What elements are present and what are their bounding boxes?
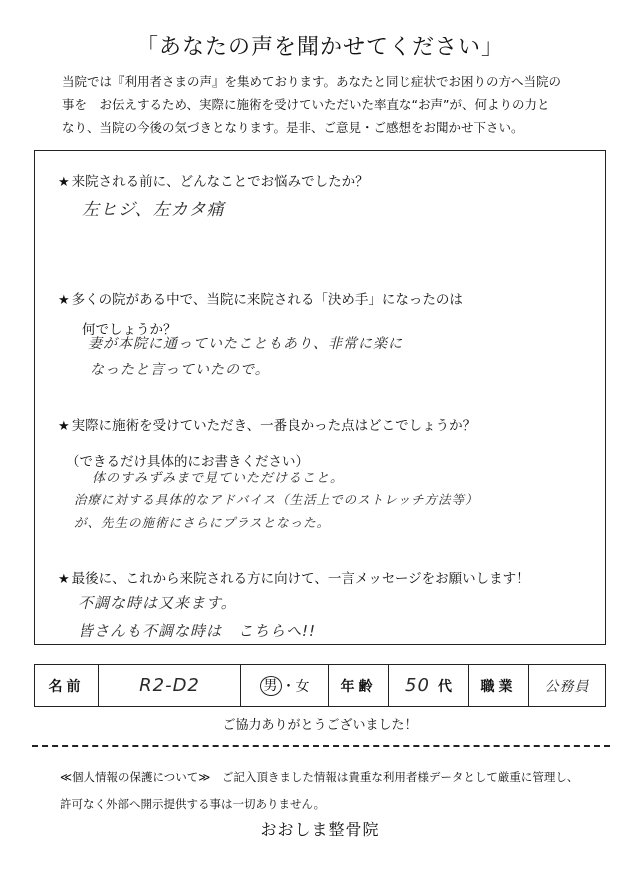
answer-1-line: 左ヒジ、左カタ痛 bbox=[82, 200, 225, 220]
name-value: R2-D2 bbox=[139, 675, 200, 696]
answer-3-line: 体のすみずみまで見ていただけること。 bbox=[92, 471, 345, 486]
star-icon: ★ bbox=[58, 572, 70, 587]
dashed-divider bbox=[32, 745, 610, 747]
privacy-notice bbox=[60, 764, 600, 818]
gender-male-selected: 男 bbox=[260, 676, 282, 696]
gender-separator: ・ bbox=[281, 678, 296, 695]
age-value: 50 bbox=[405, 675, 430, 696]
job-value: 公務員 bbox=[544, 678, 590, 695]
intro-line: 事を お伝えするため、実際に施術を受けていただいた率直な“お声”が、何よりの力と bbox=[62, 97, 550, 112]
star-icon: ★ bbox=[58, 293, 70, 308]
respondent-info-row bbox=[34, 664, 606, 707]
answer-2-line: 妻が本院に通っていたこともあり、非常に楽に bbox=[88, 336, 403, 352]
question-3-sub: （できるだけ具体的にお書きください） bbox=[66, 454, 309, 470]
job-label: 職業 bbox=[469, 665, 529, 706]
survey-title: 「あなたの声を聞かせてください」 bbox=[135, 35, 504, 60]
gender-cell bbox=[241, 665, 329, 706]
question-3 bbox=[58, 414, 476, 434]
answer-3-line: 治療に対する具体的なアドバイス（生活上でのストレッチ方法等） bbox=[74, 492, 479, 507]
name-label: 名前 bbox=[35, 665, 99, 706]
privacy-line: 許可なく外部へ開示提供する事は一切ありません。 bbox=[60, 797, 326, 811]
intro-line: なり、当院の今後の気づきとなります。是非、ご意見・ご感想をお聞かせ下さい。 bbox=[62, 120, 524, 135]
question-1-text: 来院される前に、どんなことでお悩みでしたか？ bbox=[71, 174, 369, 190]
intro-text bbox=[62, 70, 582, 139]
star-icon: ★ bbox=[58, 175, 70, 190]
name-value-cell bbox=[99, 665, 241, 706]
age-suffix: 代 bbox=[437, 678, 452, 695]
question-2-text: 多くの院がある中で、当院に来院される「決め手」になったのは bbox=[71, 292, 463, 308]
intro-line: 当院では『利用者さまの声』を集めております。あなたと同じ症状でお困りの方へ当院の bbox=[62, 74, 562, 89]
question-2 bbox=[58, 288, 463, 308]
answer-2-line: なったと言っていたので。 bbox=[90, 362, 270, 378]
thanks-message: ご協力ありがとうございました！ bbox=[222, 718, 418, 733]
question-3-text: 実際に施術を受けていただき、一番良かった点はどこでしょうか？ bbox=[71, 418, 477, 434]
age-value-cell bbox=[389, 665, 469, 706]
answer-3-line: が、先生の施術にさらにプラスとなった。 bbox=[74, 515, 331, 530]
answer-4-line: 不調な時は又来ます。 bbox=[78, 594, 237, 612]
question-2-sub: 何でしょうか？ bbox=[82, 322, 177, 338]
question-4-text: 最後に、これから来院される方に向けて、一言メッセージをお願いします！ bbox=[71, 571, 530, 587]
question-4 bbox=[58, 567, 530, 587]
clinic-name: おおしま整骨院 bbox=[260, 820, 380, 839]
job-value-cell bbox=[529, 665, 605, 706]
age-label: 年齢 bbox=[329, 665, 389, 706]
star-icon: ★ bbox=[58, 419, 70, 434]
gender-female: 女 bbox=[295, 678, 310, 695]
answer-4-line: 皆さんも不調な時は こちらへ!! bbox=[78, 622, 317, 640]
question-1 bbox=[58, 170, 369, 190]
privacy-line: ≪個人情報の保護について≫ ご記入頂きました情報は貴重な利用者様データとして厳重に管理し、 bbox=[60, 770, 579, 784]
